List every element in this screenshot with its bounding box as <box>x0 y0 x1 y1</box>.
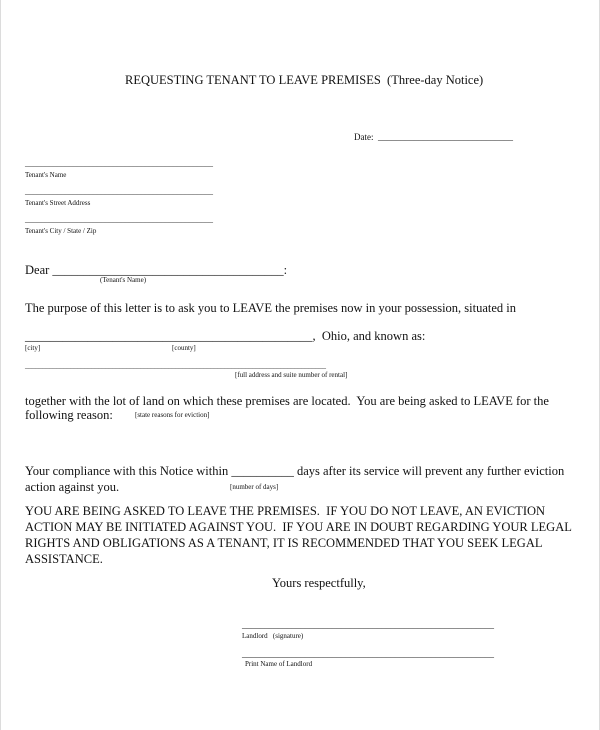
city-label: [city] <box>25 344 41 352</box>
reason-line-1: together with the lot of land on which these premises are located. You are being asked to LEAVE for the <box>25 394 549 408</box>
tenant-city-line: _______________________________________________ <box>25 215 213 224</box>
reason-hint: [state reasons for eviction] <box>135 411 210 419</box>
warning-line-1: YOU ARE BEING ASKED TO LEAVE THE PREMISES. IF YOU DO NOT LEAVE, AN EVICTION <box>25 504 546 518</box>
date-field: Date: ______________________________ <box>354 132 513 142</box>
tenant-street-line: _______________________________________________ <box>25 187 213 196</box>
dear-hint: (Tenant's Name) <box>100 276 147 284</box>
notice-title: REQUESTING TENANT TO LEAVE PREMISES (Three-day Notice) <box>125 73 484 87</box>
closing-text: Yours respectfully, <box>272 576 366 590</box>
tenant-city-label: Tenant's City / State / Zip <box>25 227 97 235</box>
print-name-label: Print Name of Landlord <box>245 660 313 668</box>
tenant-street-label: Tenant's Street Address <box>25 199 91 207</box>
purpose-text: The purpose of this letter is to ask you to LEAVE the premises now in your possession, situated in <box>25 301 517 315</box>
warning-line-3: RIGHTS AND OBLIGATIONS AS A TENANT, IT IS RECOMMENDED THAT YOU SEEK LEGAL <box>25 536 543 550</box>
warning-line-4: ASSISTANCE. <box>25 552 103 566</box>
compliance-line-1: Your compliance with this Notice within __________ days after its service will prevent any further eviction <box>25 464 565 478</box>
print-name-line: ________________________________________________________ <box>242 649 494 659</box>
compliance-hint: [number of days] <box>230 483 279 491</box>
signature-line: ________________________________________________________ <box>242 620 494 630</box>
signature-label: Landlord (signature) <box>242 632 304 640</box>
location-line: ______________________________________________, Ohio, and known as: <box>25 329 426 343</box>
tenant-name-label: Tenant's Name <box>25 171 67 179</box>
county-label: [county] <box>172 344 196 352</box>
reason-line-2: following reason: <box>25 408 113 422</box>
compliance-line-2: action against you. <box>25 480 120 494</box>
warning-line-2: ACTION MAY BE INITIATED AGAINST YOU. IF YOU ARE IN DOUBT REGARDING YOUR LEGAL <box>25 520 572 534</box>
dear-line: Dear _____________________________________: <box>25 263 288 277</box>
address-label: [full address and suite number of rental] <box>235 371 348 379</box>
address-line: ______________________________________________________________________________________ <box>25 362 326 370</box>
tenant-name-line: _______________________________________________ <box>25 159 213 168</box>
